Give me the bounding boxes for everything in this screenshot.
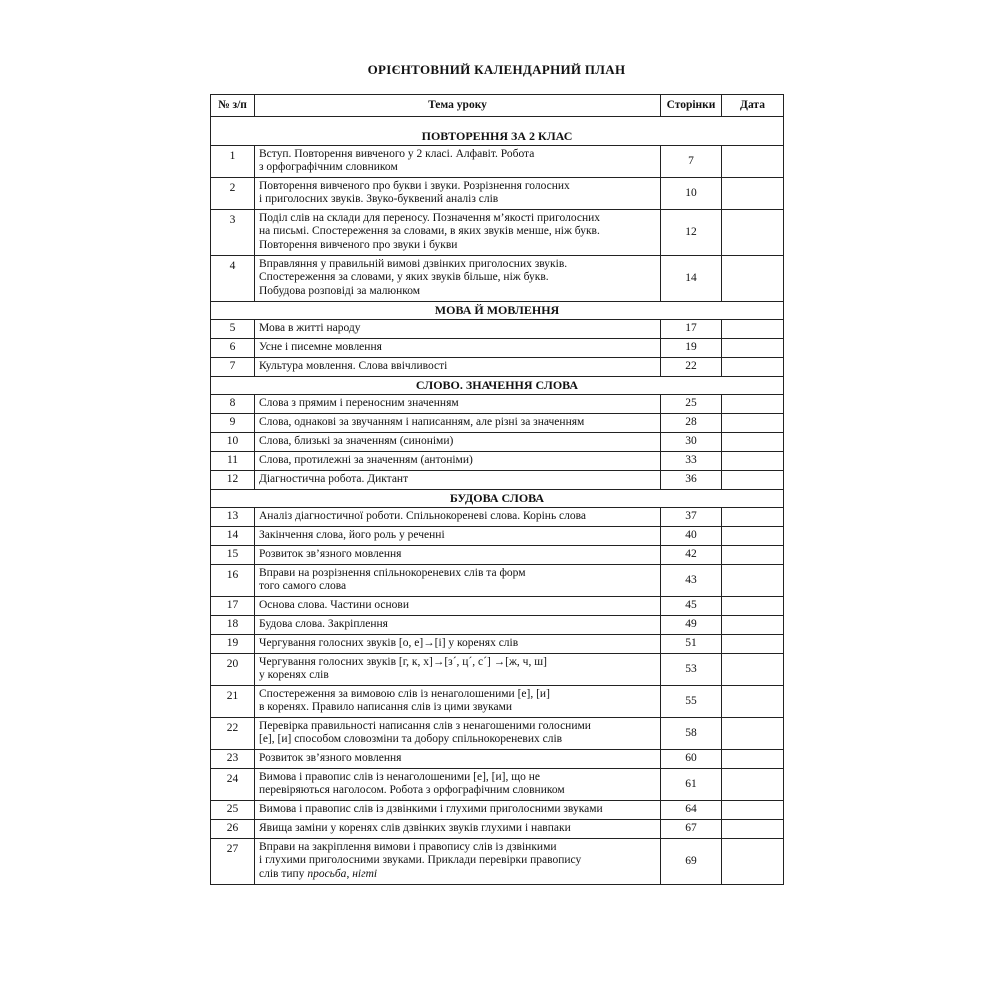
row-number: 10: [211, 433, 255, 452]
row-topic: [255, 452, 661, 471]
row-topic: [255, 839, 661, 885]
topic-line: Вступ. Повторення вивченого у 2 класі. Алфавіт. Робота: [259, 148, 535, 160]
row-number: 15: [211, 546, 255, 565]
topic-line: і приголосних звуків. Звуко-буквений аналіз слів: [259, 193, 499, 206]
table-row: [211, 750, 784, 769]
row-date: [722, 256, 784, 302]
row-number: 13: [211, 508, 255, 527]
row-pages: 49: [661, 616, 722, 635]
row-number: 26: [211, 820, 255, 839]
header-pages: Сторінки: [661, 95, 722, 117]
row-number: 12: [211, 471, 255, 490]
row-pages: 30: [661, 433, 722, 452]
row-date: [722, 686, 784, 718]
row-date: [722, 433, 784, 452]
header-topic: Тема уроку: [255, 95, 661, 117]
topic-line: Спостереження за вимовою слів із ненаголошеними [е], [и]: [259, 688, 550, 700]
topic-line: Вправи на закріплення вимови і правопису слів із дзвінкими: [259, 841, 557, 853]
row-number: 9: [211, 414, 255, 433]
table-row: [211, 433, 784, 452]
table-row: [211, 358, 784, 377]
topic-line: Усне і писемне мовлення: [259, 341, 382, 353]
row-topic: [255, 414, 661, 433]
row-pages: 12: [661, 210, 722, 256]
row-topic: [255, 750, 661, 769]
row-topic: [255, 178, 661, 210]
table-row: [211, 471, 784, 490]
row-number: 23: [211, 750, 255, 769]
row-topic: [255, 769, 661, 801]
row-date: [722, 597, 784, 616]
row-pages: 42: [661, 546, 722, 565]
row-topic: [255, 801, 661, 820]
row-number: 3: [211, 210, 255, 256]
table-row: [211, 597, 784, 616]
row-pages: 14: [661, 256, 722, 302]
row-date: [722, 471, 784, 490]
row-topic: [255, 597, 661, 616]
page-title: ОРІЄНТОВНИЙ КАЛЕНДАРНИЙ ПЛАН: [367, 62, 626, 77]
row-pages: 7: [661, 146, 722, 178]
topic-line: у коренях слів: [259, 669, 329, 682]
table-row: [211, 565, 784, 597]
section-header-row: [211, 302, 784, 320]
topic-line: Розвиток зв’язного мовлення: [259, 548, 402, 560]
row-pages: 28: [661, 414, 722, 433]
topic-text: ,: [346, 867, 353, 880]
topic-line: Побудова розповіді за малюнком: [259, 284, 421, 297]
topic-line: Явища заміни у коренях слів дзвінких звуків глухими і навпаки: [259, 822, 571, 834]
row-number: 17: [211, 597, 255, 616]
row-pages: 55: [661, 686, 722, 718]
table-header-row: [211, 95, 784, 117]
topic-line: Слова з прямим і переносним значенням: [259, 397, 459, 409]
topic-line: Діагностична робота. Диктант: [259, 473, 409, 485]
table-row: [211, 339, 784, 358]
row-number: 11: [211, 452, 255, 471]
row-date: [722, 414, 784, 433]
row-topic: [255, 320, 661, 339]
row-date: [722, 210, 784, 256]
topic-line: перевіряються наголосом. Робота з орфографічним словником: [259, 784, 565, 797]
table-row: [211, 414, 784, 433]
topic-line: Слова, однакові за звучанням і написанням, але різні за значенням: [259, 416, 585, 428]
row-topic: [255, 686, 661, 718]
table-row: [211, 635, 784, 654]
row-topic: [255, 339, 661, 358]
table-row: [211, 801, 784, 820]
row-pages: 60: [661, 750, 722, 769]
row-date: [722, 635, 784, 654]
row-number: 25: [211, 801, 255, 820]
topic-line: Спостереження за словами, у яких звуків більше, ніж букв.: [259, 271, 549, 284]
topic-line: Мова в житті народу: [259, 322, 361, 334]
row-date: [722, 616, 784, 635]
section-title: СЛОВО. ЗНАЧЕННЯ СЛОВА: [211, 377, 784, 395]
topic-line: того самого слова: [259, 580, 347, 593]
row-pages: 43: [661, 565, 722, 597]
topic-line: Чергування голосних звуків [г, к, х]→[з´, ц´, с´] →[ж, ч, ш]: [259, 656, 547, 668]
row-number: 6: [211, 339, 255, 358]
topic-line: Повторення вивченого про букви і звуки. Розрізнення голосних: [259, 180, 570, 192]
row-topic: [255, 256, 661, 302]
topic-line: [259, 868, 657, 881]
row-topic: [255, 471, 661, 490]
row-date: [722, 769, 784, 801]
row-pages: 45: [661, 597, 722, 616]
row-pages: 37: [661, 508, 722, 527]
topic-line: в коренях. Правило написання слів із цими звуками: [259, 701, 513, 714]
row-topic: [255, 654, 661, 686]
row-number: 5: [211, 320, 255, 339]
row-date: [722, 546, 784, 565]
section-header-row: [211, 490, 784, 508]
section-header-row: [211, 377, 784, 395]
row-number: 18: [211, 616, 255, 635]
row-date: [722, 839, 784, 885]
table-body: [211, 117, 784, 885]
row-topic: [255, 718, 661, 750]
table-row: [211, 395, 784, 414]
topic-line: і глухими приголосними звуками. Приклади перевірки правопису: [259, 854, 582, 867]
row-pages: 58: [661, 718, 722, 750]
topic-line: з орфографічним словником: [259, 161, 398, 174]
row-pages: 33: [661, 452, 722, 471]
row-topic: [255, 433, 661, 452]
topic-line: Будова слова. Закріплення: [259, 618, 388, 630]
row-number: 8: [211, 395, 255, 414]
topic-line: Слова, протилежні за значенням (антоніми): [259, 454, 473, 466]
row-number: 16: [211, 565, 255, 597]
row-date: [722, 565, 784, 597]
table-row: [211, 452, 784, 471]
row-topic: [255, 820, 661, 839]
topic-line: Закінчення слова, його роль у реченні: [259, 529, 445, 541]
row-topic: [255, 210, 661, 256]
section-header-row: [211, 117, 784, 146]
example-word: просьба: [307, 867, 347, 880]
row-pages: 19: [661, 339, 722, 358]
section-title: МОВА Й МОВЛЕННЯ: [211, 302, 784, 320]
table-row: [211, 210, 784, 256]
row-date: [722, 801, 784, 820]
row-number: 22: [211, 718, 255, 750]
table-row: [211, 256, 784, 302]
row-number: 27: [211, 839, 255, 885]
row-pages: 40: [661, 527, 722, 546]
row-date: [722, 527, 784, 546]
row-date: [722, 718, 784, 750]
row-number: 21: [211, 686, 255, 718]
row-topic: [255, 395, 661, 414]
row-pages: 10: [661, 178, 722, 210]
topic-line: Аналіз діагностичної роботи. Спільнокореневі слова. Корінь слова: [259, 510, 587, 522]
row-pages: 51: [661, 635, 722, 654]
topic-line: Вимова і правопис слів із дзвінкими і глухими приголосними звуками: [259, 803, 603, 815]
topic-line: Культура мовлення. Слова ввічливості: [259, 360, 448, 372]
row-date: [722, 508, 784, 527]
topic-line: Чергування голосних звуків [о, е]→[і] у коренях слів: [259, 637, 519, 649]
row-pages: 61: [661, 769, 722, 801]
row-topic: [255, 358, 661, 377]
topic-line: Вправи на розрізнення спільнокореневих слів та форм: [259, 567, 526, 579]
row-date: [722, 146, 784, 178]
topic-line: Вимова і правопис слів із ненаголошеними [е], [и], що не: [259, 771, 540, 783]
table-row: [211, 616, 784, 635]
topic-line: Вправляння у правильній вимові дзвінких приголосних звуків.: [259, 258, 568, 270]
row-pages: 64: [661, 801, 722, 820]
row-pages: 17: [661, 320, 722, 339]
row-number: 24: [211, 769, 255, 801]
table-row: [211, 718, 784, 750]
example-word: нігті: [352, 867, 378, 880]
table-row: [211, 178, 784, 210]
row-pages: 53: [661, 654, 722, 686]
table-row: [211, 839, 784, 885]
topic-line: Повторення вивченого про звуки і букви: [259, 238, 458, 251]
topic-line: Поділ слів на склади для переносу. Позначення м’якості приголосних: [259, 212, 601, 224]
row-number: 14: [211, 527, 255, 546]
section-title: ПОВТОРЕННЯ ЗА 2 КЛАС: [211, 117, 784, 146]
row-number: 19: [211, 635, 255, 654]
table-row: [211, 146, 784, 178]
row-topic: [255, 635, 661, 654]
row-number: 1: [211, 146, 255, 178]
row-topic: [255, 616, 661, 635]
row-topic: [255, 565, 661, 597]
row-date: [722, 654, 784, 686]
table-row: [211, 527, 784, 546]
table-row: [211, 320, 784, 339]
table-row: [211, 686, 784, 718]
row-date: [722, 820, 784, 839]
table-row: [211, 508, 784, 527]
row-pages: 22: [661, 358, 722, 377]
row-number: 7: [211, 358, 255, 377]
table-row: [211, 546, 784, 565]
row-topic: [255, 508, 661, 527]
row-pages: 69: [661, 839, 722, 885]
table-row: [211, 820, 784, 839]
header-number: № з/п: [211, 95, 255, 117]
row-date: [722, 452, 784, 471]
row-pages: 67: [661, 820, 722, 839]
row-pages: 36: [661, 471, 722, 490]
row-pages: 25: [661, 395, 722, 414]
table-row: [211, 654, 784, 686]
row-number: 20: [211, 654, 255, 686]
topic-line: [е], [и] способом словозміни та добору спільнокореневих слів: [259, 733, 563, 746]
topic-line: Розвиток зв’язного мовлення: [259, 752, 402, 764]
header-date: Дата: [722, 95, 784, 117]
section-title: БУДОВА СЛОВА: [211, 490, 784, 508]
topic-text: слів типу: [259, 867, 308, 880]
row-number: 2: [211, 178, 255, 210]
row-date: [722, 320, 784, 339]
topic-line: Слова, близькі за значенням (синоніми): [259, 435, 454, 447]
row-date: [722, 395, 784, 414]
row-number: 4: [211, 256, 255, 302]
topic-line: Перевірка правильності написання слів з ненагошеними голосними: [259, 720, 591, 732]
row-date: [722, 358, 784, 377]
calendar-plan-table: [210, 94, 784, 885]
topic-line: Основа слова. Частини основи: [259, 599, 409, 611]
topic-line: на письмі. Спостереження за словами, в яких звуків менше, ніж букв.: [259, 225, 600, 238]
row-topic: [255, 546, 661, 565]
table-row: [211, 769, 784, 801]
row-date: [722, 750, 784, 769]
row-topic: [255, 527, 661, 546]
row-topic: [255, 146, 661, 178]
row-date: [722, 339, 784, 358]
row-date: [722, 178, 784, 210]
